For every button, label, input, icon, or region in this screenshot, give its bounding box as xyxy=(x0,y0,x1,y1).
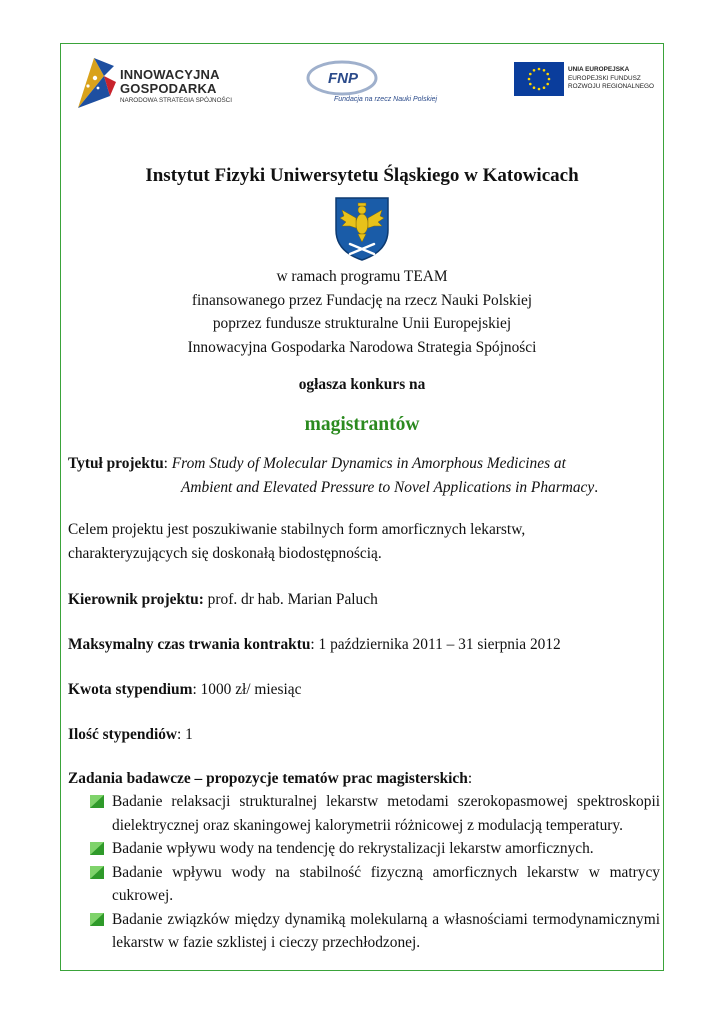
eu-logo-line2: EUROPEJSKI FUNDUSZ xyxy=(568,75,641,82)
project-title-end: . xyxy=(594,478,599,496)
eu-flag-icon xyxy=(514,62,564,96)
project-goal-line2: charakteryzujących się doskonałą biodostępnością. xyxy=(68,544,382,562)
project-manager-label: Kierownik projektu: xyxy=(68,591,204,608)
task-text-1: Badanie relaksacji strukturalnej lekarstw metodami szerokopasmowej spektroskopii dielektrycznej oraz skaningowej kalorymetrii różnicowej z modulacją temperatury. xyxy=(112,793,660,834)
contract-duration-value: : 1 października 2011 – 31 sierpnia 2012 xyxy=(310,636,561,653)
green-square-bullet-icon xyxy=(90,913,104,926)
stipend-amount-label: Kwota stypendium xyxy=(68,681,193,698)
research-tasks-heading-end: : xyxy=(467,770,473,787)
project-goal xyxy=(68,518,660,565)
institute-title: Instytut Fizyki Uniwersytetu Śląskiego w Katowicach xyxy=(145,165,579,186)
project-manager xyxy=(68,588,660,612)
innovation-logo-line2: GOSPODARKA xyxy=(120,81,217,96)
program-line-2: finansowanego przez Fundację na rzecz Nauki Polskiej xyxy=(191,291,533,309)
program-line-3: poprzez fundusze strukturalne Unii Europejskiej xyxy=(212,315,512,332)
project-title-line2: Ambient and Elevated Pressure to Novel Applications in Pharmacy xyxy=(181,478,595,496)
contract-duration xyxy=(68,633,660,657)
innovation-economy-mark-icon xyxy=(74,56,118,110)
program-description xyxy=(60,265,664,359)
project-title-label: Tytuł projektu xyxy=(68,455,164,472)
contract-duration-label: Maksymalny czas trwania kontraktu xyxy=(68,636,311,653)
headline: magistrantów xyxy=(304,414,420,435)
stipend-count xyxy=(68,723,660,747)
project-title-sep: : xyxy=(163,455,172,472)
project-goal-line1: Celem projektu jest poszukiwanie stabilnych form amorficznych lekarstw, xyxy=(68,521,526,538)
list-item xyxy=(88,908,660,955)
green-square-bullet-icon xyxy=(90,795,104,808)
research-tasks-heading xyxy=(68,767,660,791)
eu-logo-line3: ROZWOJU REGIONALNEGO xyxy=(568,83,654,90)
university-crest-icon xyxy=(334,196,390,262)
project-title-line1: From Study of Molecular Dynamics in Amorphous Medicines at xyxy=(171,455,566,472)
stipend-amount-value: : 1000 zł/ miesiąc xyxy=(192,681,302,698)
list-item xyxy=(88,861,660,908)
innovation-logo-line1: INNOWACYJNA xyxy=(120,67,220,82)
eu-logo-line1: UNIA EUROPEJSKA xyxy=(568,66,630,73)
research-tasks-list xyxy=(88,790,660,955)
announce-text: ogłasza konkurs na xyxy=(298,376,426,393)
task-text-2: Badanie wpływu wody na tendencję do rekrystalizacji lekarstw amorficznych. xyxy=(112,840,594,857)
fnp-abbr-text: FNP xyxy=(328,70,358,87)
program-line-1: w ramach programu TEAM xyxy=(276,268,448,285)
stipend-count-label: Ilość stypendiów xyxy=(68,726,178,743)
stipend-count-value: : 1 xyxy=(177,726,193,743)
list-item xyxy=(88,790,660,837)
green-square-bullet-icon xyxy=(90,866,104,879)
research-tasks-heading-text: Zadania badawcze – propozycje tematów prac magisterskich xyxy=(68,770,468,787)
project-manager-value: prof. dr hab. Marian Paluch xyxy=(203,591,378,608)
list-item xyxy=(88,837,660,861)
eu-logo xyxy=(514,62,656,98)
innovation-logo-line3: NARODOWA STRATEGIA SPÓJNOŚCI xyxy=(120,97,232,104)
stipend-amount xyxy=(68,678,660,702)
fnp-logo xyxy=(304,58,454,110)
innovation-economy-logo xyxy=(74,56,244,112)
task-text-3: Badanie wpływu wody na stabilność fizyczną amorficznych lekarstw w matrycy cukrowej. xyxy=(112,863,660,904)
program-line-4: Innowacyjna Gospodarka Narodowa Strategia Spójności xyxy=(187,338,537,356)
task-text-4: Badanie związków między dynamiką molekularną a własnościami termodynamicznymi lekarstw w fazie szklistej i cieczy przechłodzonej. xyxy=(112,910,660,951)
fnp-mark-icon xyxy=(304,58,454,96)
project-title-block xyxy=(68,452,660,499)
green-square-bullet-icon xyxy=(90,842,104,855)
fnp-tagline: Fundacja na rzecz Nauki Polskiej xyxy=(334,96,438,103)
